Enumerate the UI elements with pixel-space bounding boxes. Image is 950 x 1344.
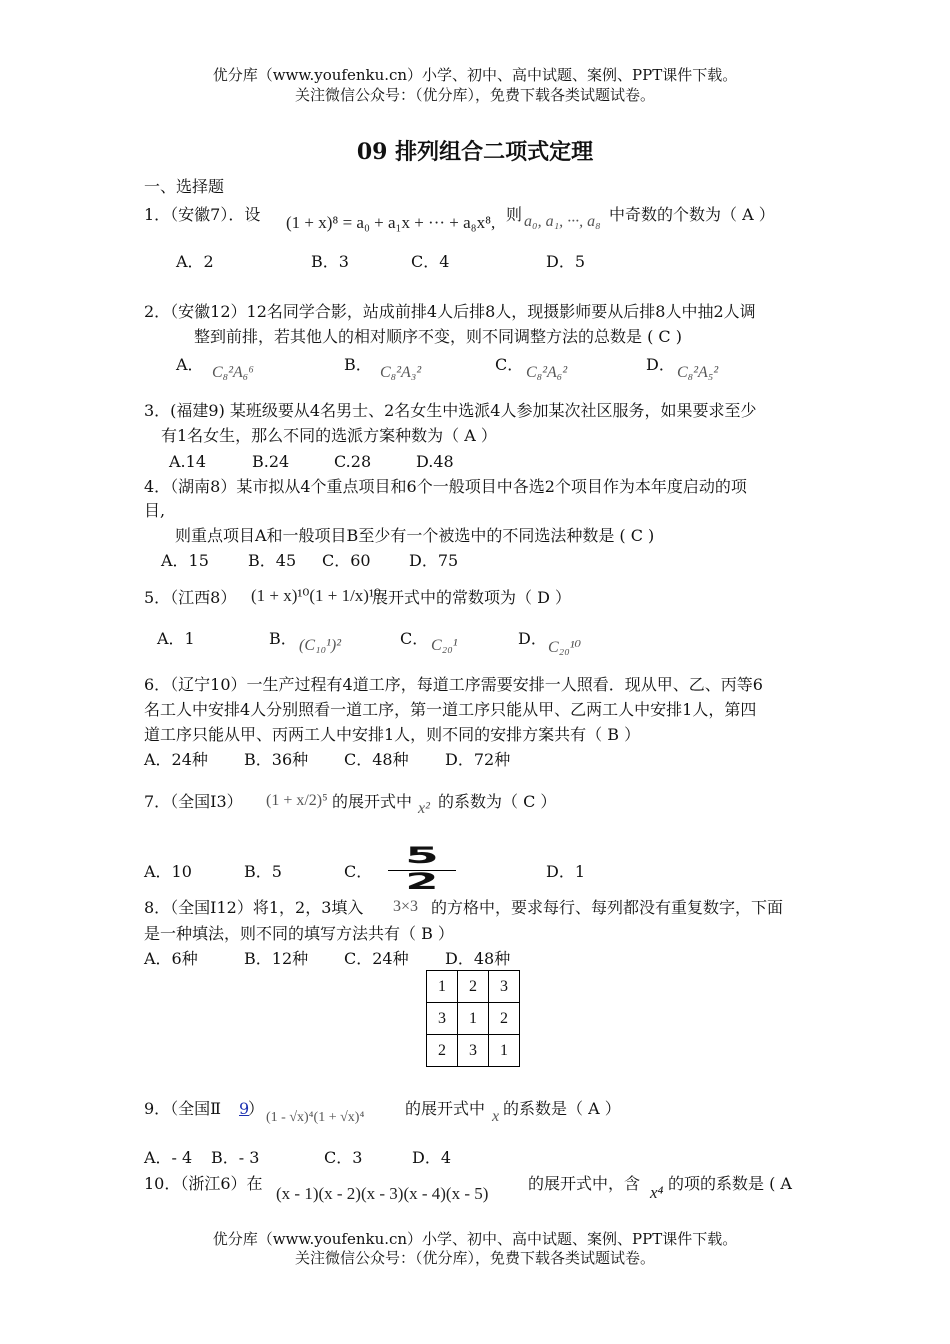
header-line-1: 优分库（www.youfenku.cn）小学、初中、高中试题、案例、PPT课件下载。 [212, 66, 738, 84]
q2-option-b: C₈²A₃² [380, 364, 422, 381]
grid-row [427, 1035, 520, 1067]
q2-label-d: D． [646, 355, 675, 374]
q8-grid [426, 970, 520, 1067]
grid-cell: 2 [458, 971, 489, 1003]
q7-suffix: 的系数为（ C ） [438, 792, 557, 811]
q9-close: ） [248, 1099, 265, 1118]
q10-suffix: 的项的系数是 ( A [668, 1174, 792, 1193]
q2-label-b: B． [344, 355, 372, 374]
q6-line-2: 名工人中安排4人分别照看一道工序，第一道工序只能从甲、乙两工人中安排1人，第四 [144, 700, 757, 719]
q8-option-d: D．48种 [445, 949, 511, 968]
q9-variable: x [492, 1108, 500, 1125]
q8-option-a: A．6种 [144, 949, 198, 968]
q2-label-a: A． [176, 355, 204, 374]
grid-row [427, 971, 520, 1003]
q3-option-c: C.28 [334, 452, 372, 471]
q2-label-c: C． [495, 355, 524, 374]
q7-fraction-denominator: 2 [405, 870, 439, 895]
q7-option-c-fraction [388, 846, 456, 894]
grid-cell: 1 [489, 1035, 520, 1067]
q9-option-b: B．- 3 [211, 1148, 260, 1167]
grid-row [427, 1003, 520, 1035]
q2-line-1: 2．（安徽12）12名同学合影，站成前排4人后排8人，现摄影师要从后排8人中抽2人调 [144, 302, 756, 321]
section-heading: 一、选择题 [144, 177, 225, 196]
grid-cell: 3 [489, 971, 520, 1003]
q1-mid: 则 [506, 205, 523, 224]
q5-label-b: B． [269, 629, 297, 648]
q7-fraction-numerator: 5 [405, 844, 439, 869]
q9-reference-link[interactable]: 9 [239, 1099, 250, 1118]
q4-option-b: B．45 [248, 551, 297, 570]
q5-option-a: A．1 [157, 629, 195, 648]
q5-label-d: D． [518, 629, 547, 648]
q7-prefix: 7．（全国Ⅰ3） [144, 792, 243, 811]
q3-line-1: 3．(福建9) 某班级要从4名男士、2名女生中选派4人参加某次社区服务，如果要求至少 [144, 401, 757, 420]
footer-line-2: 关注微信公众号：（优分库），免费下载各类试题试卷。 [294, 1249, 655, 1267]
q3-option-a: A.14 [169, 452, 206, 471]
q1-option-a: A．2 [176, 252, 214, 271]
q9-option-a: A．- 4 [144, 1148, 193, 1167]
q1-sequence: a₀, a₁, ···, a₈ [524, 213, 601, 230]
q4-line-2: 目, [144, 501, 166, 520]
q4-line-1: 4．（湖南8）某市拟从4个重点项目和6个一般项目中各选2个项目作为本年度启动的项 [144, 477, 747, 496]
q8-prefix: 8．（全国Ⅰ12）将1，2，3填入 [144, 898, 364, 917]
q4-option-c: C．60 [322, 551, 371, 570]
q2-line-2: 整到前排，若其他人的相对顺序不变，则不同调整方法的总数是 ( C ) [194, 327, 682, 346]
page-title: 09 排列组合二项式定理 [356, 139, 594, 165]
q3-option-d: D.48 [416, 452, 454, 471]
q6-line-1: 6．（辽宁10）一生产过程有4道工序，每道工序需要安排一人照看．现从甲、乙、丙等6 [144, 675, 763, 694]
q2-option-c: C₈²A₆² [526, 364, 568, 381]
q1-formula: (1 + x)⁸ = a₀ + a₁x + ··· + a₈x⁸, [286, 213, 496, 232]
q7-variable: x² [418, 800, 430, 817]
q6-option-c: C．48种 [344, 750, 409, 769]
q9-mid: 的展开式中 [405, 1099, 486, 1118]
q8-suffix: 的方格中，要求每行、每列都没有重复数字，下面 [431, 898, 784, 917]
q4-line-3: 则重点项目A和一般项目B至少有一个被选中的不同选法种数是 ( C ) [175, 526, 655, 545]
q2-option-a: C₈²A₆⁶ [212, 364, 254, 381]
q10-mid: 的展开式中，含 [528, 1174, 641, 1193]
grid-cell: 3 [427, 1003, 458, 1035]
q5-option-b: (C₁₀¹)² [299, 637, 342, 654]
q10-prefix: 10．（浙江6）在 [144, 1174, 263, 1193]
q2-option-d: C₈²A₅² [677, 364, 719, 381]
q5-label-c: C． [400, 629, 429, 648]
q8-expression: 3×3 [393, 898, 419, 915]
q1-option-d: D．5 [546, 252, 586, 271]
q6-option-a: A．24种 [144, 750, 208, 769]
q9-formula: (1 - √x)⁴(1 + √x)⁴ [266, 1110, 365, 1125]
grid-cell: 1 [458, 1003, 489, 1035]
footer-line-1: 优分库（www.youfenku.cn）小学、初中、高中试题、案例、PPT课件下载。 [212, 1230, 738, 1248]
q4-option-a: A．15 [161, 551, 209, 570]
q9-suffix: 的系数是（ A ） [503, 1099, 621, 1118]
q1-suffix: 中奇数的个数为（ A ） [609, 205, 775, 224]
q7-mid: 的展开式中 [332, 792, 413, 811]
q3-option-b: B.24 [252, 452, 290, 471]
q9-option-c: C．3 [324, 1148, 363, 1167]
q9-option-d: D．4 [412, 1148, 452, 1167]
q5-option-d: C₂₀¹⁰ [548, 639, 582, 656]
q10-variable: x⁴ [650, 1183, 664, 1202]
q6-line-3: 道工序只能从甲、丙两工人中安排1人，则不同的安排方案共有（ B ） [144, 725, 641, 744]
q4-option-d: D．75 [409, 551, 459, 570]
q7-option-b: B．5 [244, 862, 282, 881]
q5-formula: (1 + x)¹⁰(1 + 1/x)¹⁰ [251, 586, 381, 605]
q1-prefix: 1．（安徽7）．设 [144, 205, 261, 224]
q10-formula: (x - 1)(x - 2)(x - 3)(x - 4)(x - 5) [276, 1184, 489, 1203]
q1-option-c: C．4 [411, 252, 450, 271]
q9-prefix: 9．（全国Ⅱ [144, 1099, 222, 1118]
q5-prefix: 5．（江西8） [144, 588, 237, 607]
q7-option-a: A．10 [144, 862, 192, 881]
grid-cell: 2 [489, 1003, 520, 1035]
q7-option-d: D．1 [546, 862, 586, 881]
grid-cell: 2 [427, 1035, 458, 1067]
q5-option-c: C₂₀¹ [431, 637, 458, 654]
q5-suffix: 展开式中的常数项为（ D ） [372, 588, 572, 607]
q7-formula: (1 + x/2)⁵ [266, 792, 328, 809]
q6-option-b: B．36种 [244, 750, 309, 769]
q1-option-b: B．3 [311, 252, 349, 271]
q8-option-b: B．12种 [244, 949, 309, 968]
q8-line-2: 是一种填法，则不同的填写方法共有（ B ） [144, 924, 454, 943]
header-line-2: 关注微信公众号：（优分库），免费下载各类试题试卷。 [294, 86, 655, 104]
q7-label-c: C． [344, 862, 373, 881]
grid-cell: 1 [427, 971, 458, 1003]
q8-option-c: C．24种 [344, 949, 409, 968]
q3-line-2: 有1名女生，那么不同的选派方案种数为（ A ） [161, 426, 497, 445]
grid-cell: 3 [458, 1035, 489, 1067]
q6-option-d: D．72种 [445, 750, 511, 769]
